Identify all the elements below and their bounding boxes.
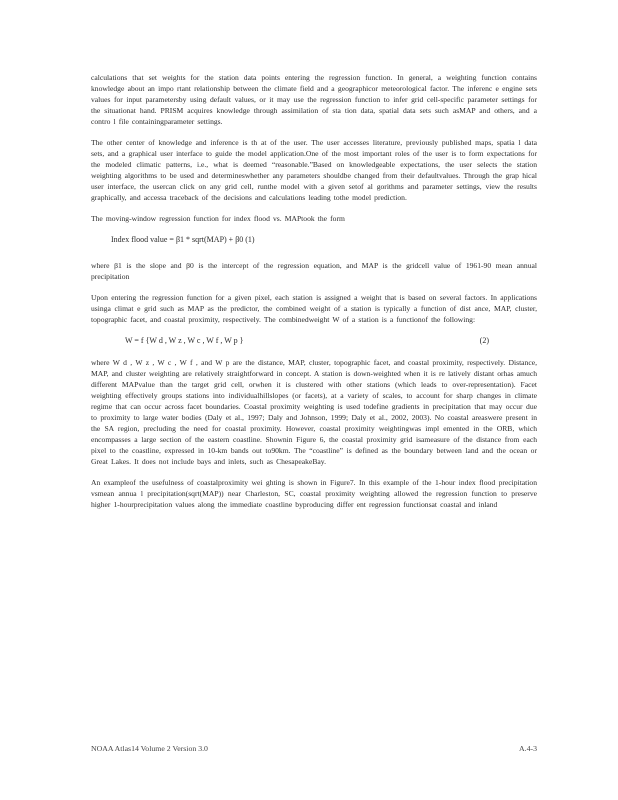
paragraph-moving-window: The moving-window regression function for index flood vs. MAPtook the form bbox=[91, 214, 345, 223]
footer-publication: NOAA Atlas14 Volume 2 Version 3.0 bbox=[91, 744, 208, 753]
equation-index-flood: Index flood value = β1 * sqrt(MAP) + β0 (1) bbox=[111, 235, 255, 244]
paragraph-where-beta: where β1 is the slope and β0 is the intercept of the regression equation, and MAP is the gridcell value of 1961-90 mean annual precipitation bbox=[91, 261, 537, 281]
paragraph-regression-weights: Upon entering the regression function for a given pixel, each station is assigned a weight that is based on several factors. In applications usinga climat e grid such as MAP as the predictor, the combined weight of a station is typically a function of dist ance, MAP, cluster, topographic facet, and coastal proximity, respectively. The combinedweight W of a station is a functionof the following: bbox=[91, 293, 537, 324]
paragraph-coastal-example: An exampleof the usefulness of coastalproximity wei ghting is shown in Figure7. In this example of the 1-hour index flood precipitation vsmean annua l precipitation(sqrt(MAP)) near Charleston, SC, coastal proximity weighting allowed the regression function to preserve higher 1-hourprecipitation values along the immediate coastline byproducing differ ent regression functionsat coastal and inland bbox=[91, 478, 537, 509]
footer-page-number: A.4-3 bbox=[519, 744, 537, 753]
document-body bbox=[91, 72, 537, 520]
paragraph-user: The other center of knowledge and inference is th at of the user. The user accesses literature, previously published maps, spatia l data sets, and a graphical user interface to guide the model application.One of the most important roles of the user is to form expectations for the modeled climatic patterns, i.e., what is deemed “reasonable.”Based on knowledgeable expectations, the user selects the station weighting algorithms to be used and determineswhether any parameters shouldbe changed from their defaultvalues. Through the grap hical user interface, the usercan click on any grid cell, runthe model with a given setof al gorithms and parameter settings, view the results graphically, and accessa traceback of the decisions and calculations leading tothe model prediction. bbox=[91, 138, 537, 202]
equation-combined-weight-text: W = f {W d , W z , W c , W f , W p } bbox=[125, 336, 244, 345]
equation-combined-weight bbox=[125, 335, 537, 349]
paragraph-weighting-details: where W d , W z , W c , W f , and W p are the distance, MAP, cluster, topographic facet, and coastal proximity, respectively. Distance, MAP, and cluster weighting are relatively straightforward in concept. A station is down-weighted when it is re latively distant orhas amuch different MAPvalue than the target grid cell, orwhen it is clustered with other stations (which leads to over-representation). Facet weighting effectively groups stations into individualhillslopes (or facets), at a variety of scales, to account for sharp changes in climate regime that can occur across facet boundaries. Coastal proximity weighting is used todefine gradients in precipitation that may occur due to proximity to large water bodies (Daly et al., 1997; Daly and Johnson, 1999; Daly et al., 2002, 2003). No coastal areaswere present in the SA region, precluding the need for coastal proximity. However, coastal proximity weightingwas impl emented in the ORB, which encompasses a large section of the eastern coastline. Shownin Figure 6, the coastal proximity grid isameasure of the distance from each pixel to the coastline, expressed in 10-km bands out to90km. The “coastline” is defined as the boundary between land and the ocean or Great Lakes. It does not include bays and inlets, such as ChesapeakeBay. bbox=[91, 358, 537, 466]
paragraph-knowledge: calculations that set weights for the station data points entering the regression function. In general, a weighting function contains knowledge about an impo rtant relationship between the climate field and a geographicor meteorological factor. The inferenc e engine sets values for input parametersby using default values, or it may use the regression function to infer grid cell-specific parameter settings for the situationat hand. PRISM acquires knowledge through assimilation of sta tion data, spatial data sets such asMAP and others, and a contro l file containingparameter settings. bbox=[91, 73, 537, 126]
equation-number: (2) bbox=[479, 336, 489, 345]
page-footer bbox=[91, 744, 537, 753]
